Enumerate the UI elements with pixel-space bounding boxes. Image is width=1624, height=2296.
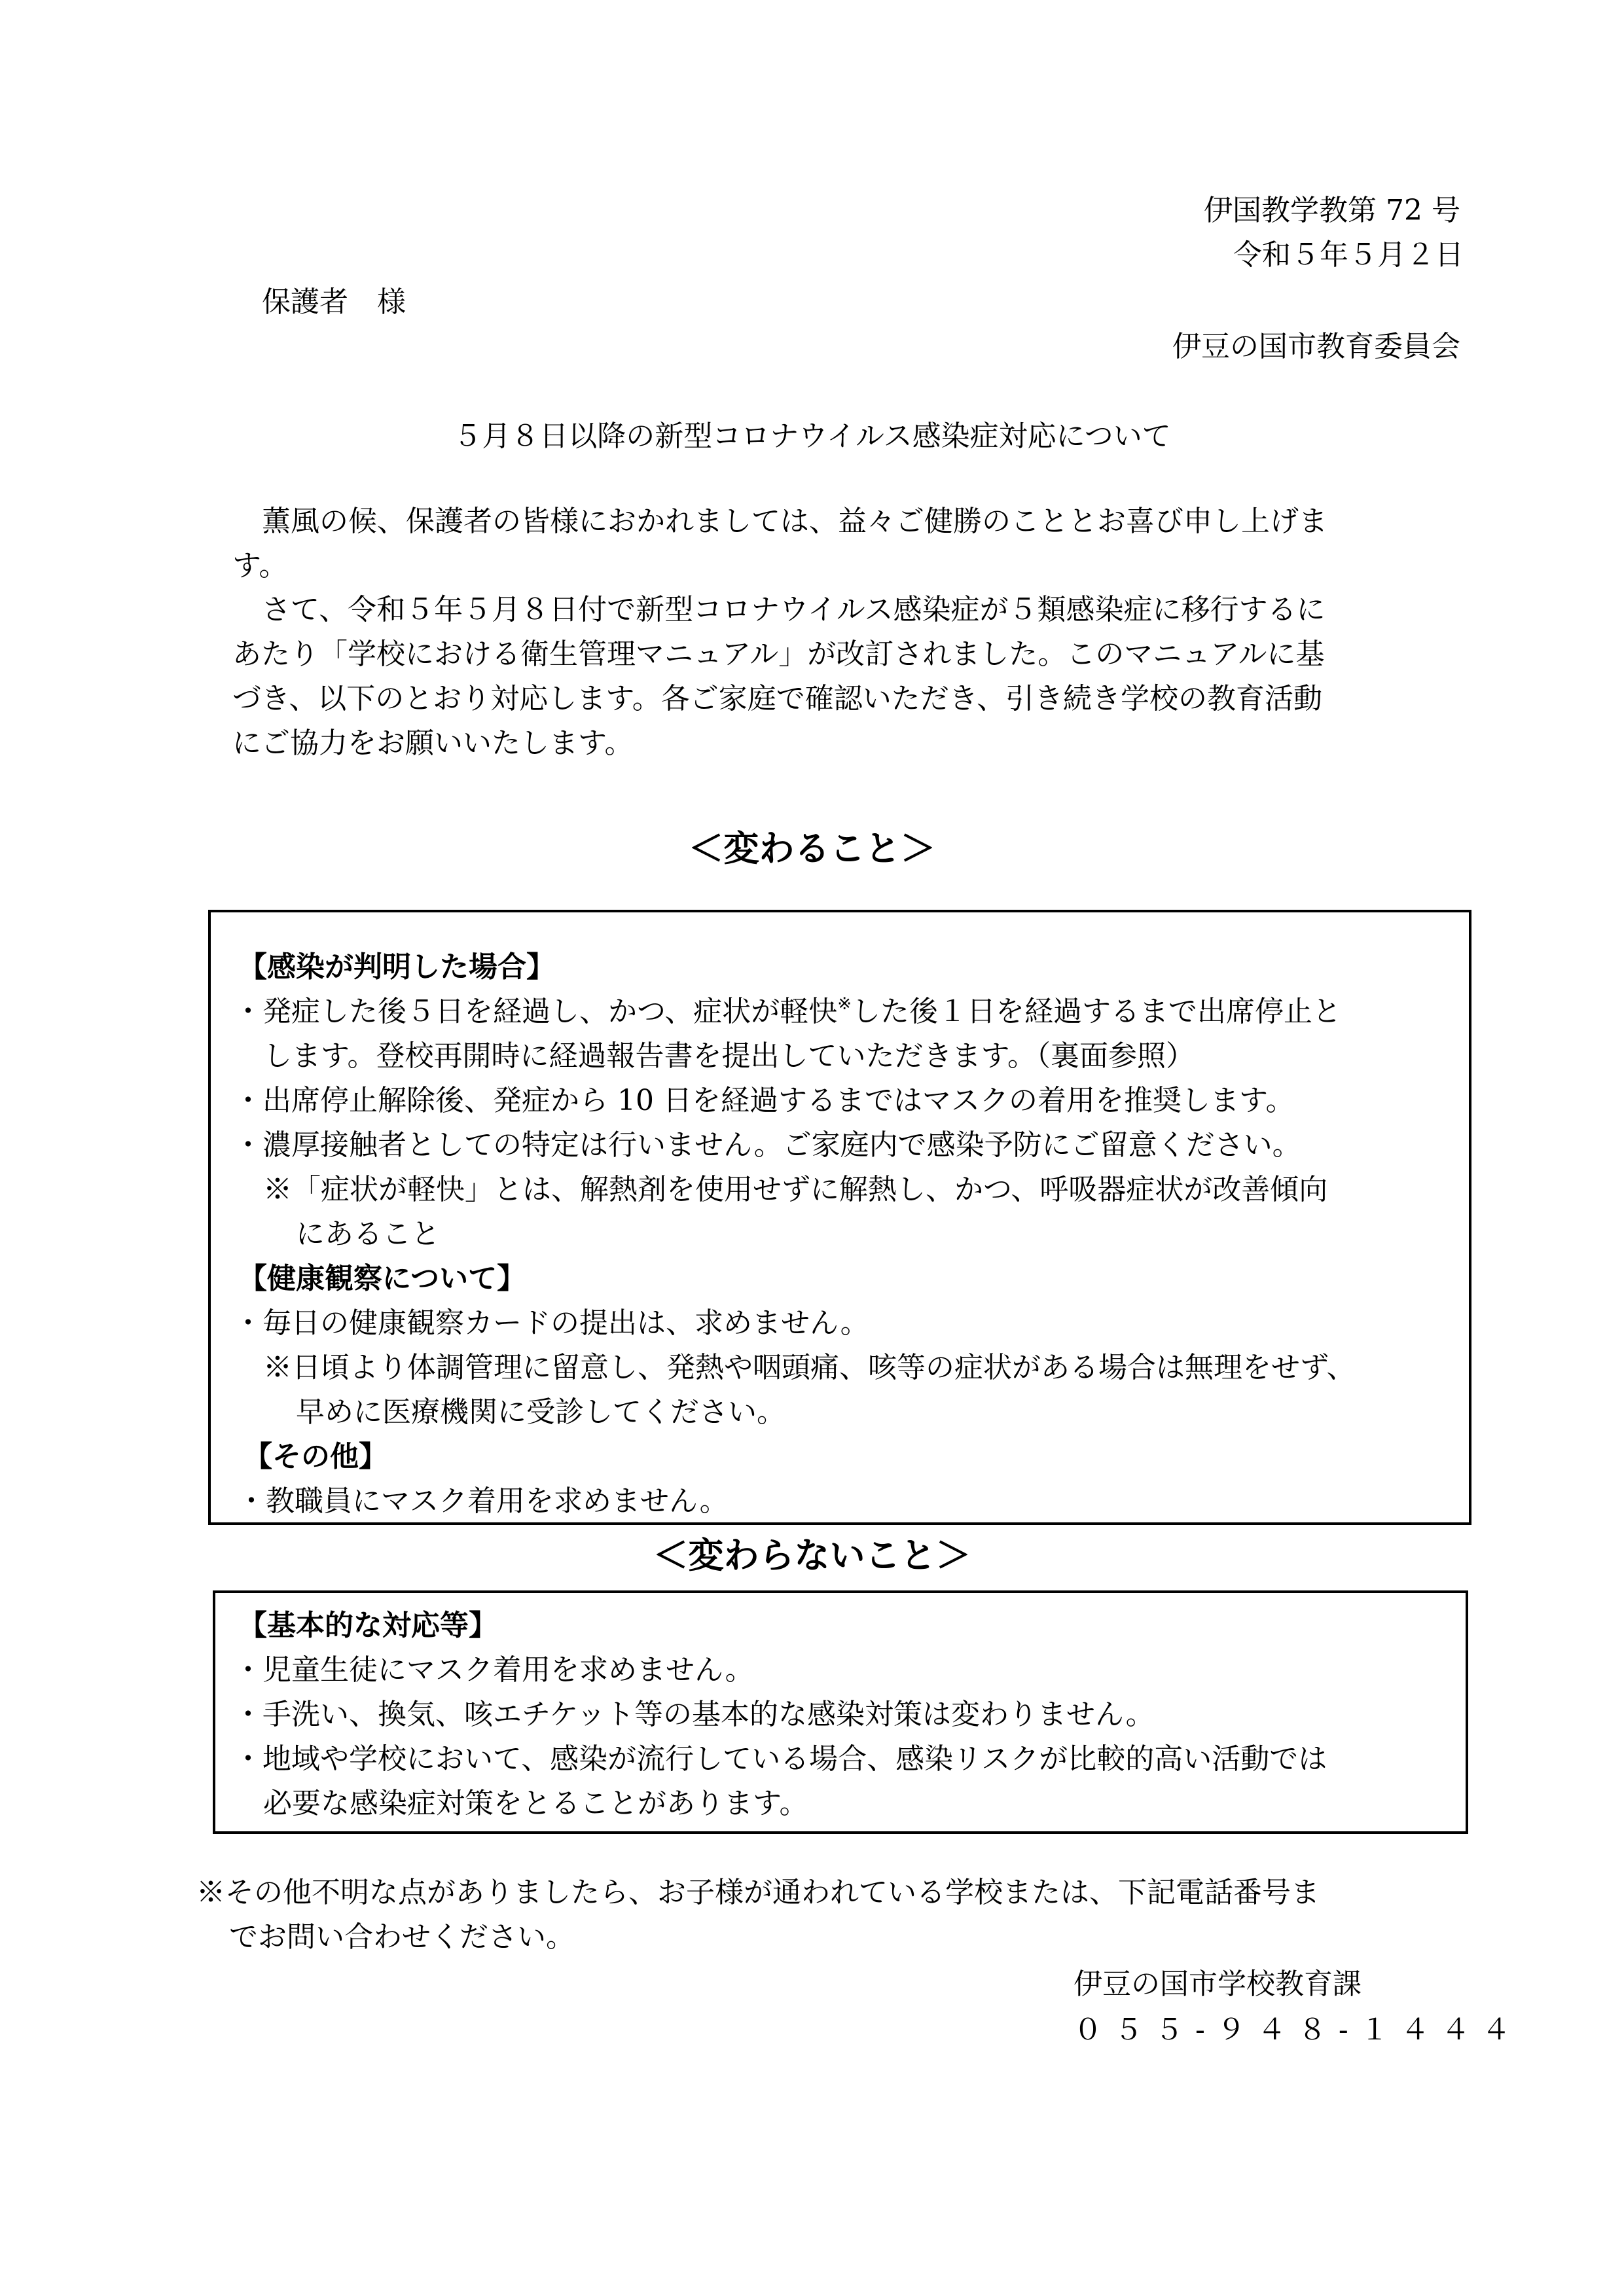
bullet-line: ・毎日の健康観察カードの提出は、求めません。 [234,1306,869,1340]
unchanged-heading: ＜変わらないこと＞ [653,1535,971,1576]
intro-line: あたり「学校における衛生管理マニュアル」が改訂されました。このマニュアルに基 [232,637,1325,671]
contact-department: 伊豆の国市学校教育課 [1074,1967,1362,2001]
bullet-line: ・手洗い、換気、咳エチケット等の基本的な感染対策は変わりません。 [234,1698,1155,1731]
intro-line: にご協力をお願いいたします。 [232,726,634,760]
intro-line: す。 [232,549,288,583]
section-title: 【感染が判明した場合】 [238,950,555,984]
bullet-line: ・地域や学校において、感染が流行している場合、感染リスクが比較的高い活動では [234,1742,1327,1776]
intro-line: づき、以下のとおり対応します。各ご家庭で確認いただき、引き続き学校の教育活動 [232,682,1322,715]
bullet-line: 必要な感染症対策をとることがあります。 [263,1787,808,1820]
section-title: 【その他】 [244,1440,388,1473]
sender: 伊豆の国市教育委員会 [1172,330,1460,363]
footer-note-line: ※その他不明な点がありましたら、お子様が通われている学校または、下記電話番号ま [196,1876,1320,1909]
bullet-line: します。登校再開時に経過報告書を提出していただきます。（裏面参照） [263,1039,1195,1073]
note-line: ※日頃より体調管理に留意し、発熱や咽頭痛、咳等の症状がある場合は無理をせず、 [263,1351,1356,1384]
bullet-line: ・出席停止解除後、発症から 10 日を経過するまではマスクの着用を推奨します。 [234,1084,1295,1117]
document-date: 令和５年５月２日 [1233,238,1464,272]
footnote-mark: ※ [837,994,852,1014]
changes-heading: ＜変わること＞ [688,828,936,869]
intro-line: さて、令和５年５月８日付で新型コロナウイルス感染症が５類感染症に移行するに [262,593,1326,626]
document-title: ５月８日以降の新型コロナウイルス感染症対応について [453,420,1171,453]
bullet-line: ・発症した後５日を経過し、かつ、症状が軽快※した後１日を経過するまで出席停止と [234,994,1342,1028]
recipient: 保護者 様 [262,285,406,319]
bullet-line: ・教職員にマスク着用を求めません。 [237,1484,729,1518]
section-title: 【健康観察について】 [238,1262,526,1295]
note-line: ※「症状が軽快」とは、解熱剤を使用せずに解熱し、かつ、呼吸器症状が改善傾向 [263,1173,1328,1206]
contact-phone: ０５５‐９４８‐１４４４ [1074,2013,1523,2047]
unchanged-box [213,1590,1468,1834]
section-title: 【基本的な対応等】 [238,1609,497,1642]
note-line: 早めに医療機関に受診してください。 [296,1395,785,1429]
bullet-line: ・濃厚接触者としての特定は行いません。ご家庭内で感染予防にご留意ください。 [234,1128,1301,1162]
changes-box [208,910,1471,1525]
note-line: にあること [296,1217,440,1251]
intro-line: 薫風の候、保護者の皆様におかれましては、益々ご健勝のこととお喜び申し上げま [262,505,1327,538]
bullet-line: ・児童生徒にマスク着用を求めません。 [234,1653,754,1687]
document-number: 伊国教学教第 72 号 [1204,194,1460,227]
footer-note-line: でお問い合わせください。 [229,1920,575,1954]
